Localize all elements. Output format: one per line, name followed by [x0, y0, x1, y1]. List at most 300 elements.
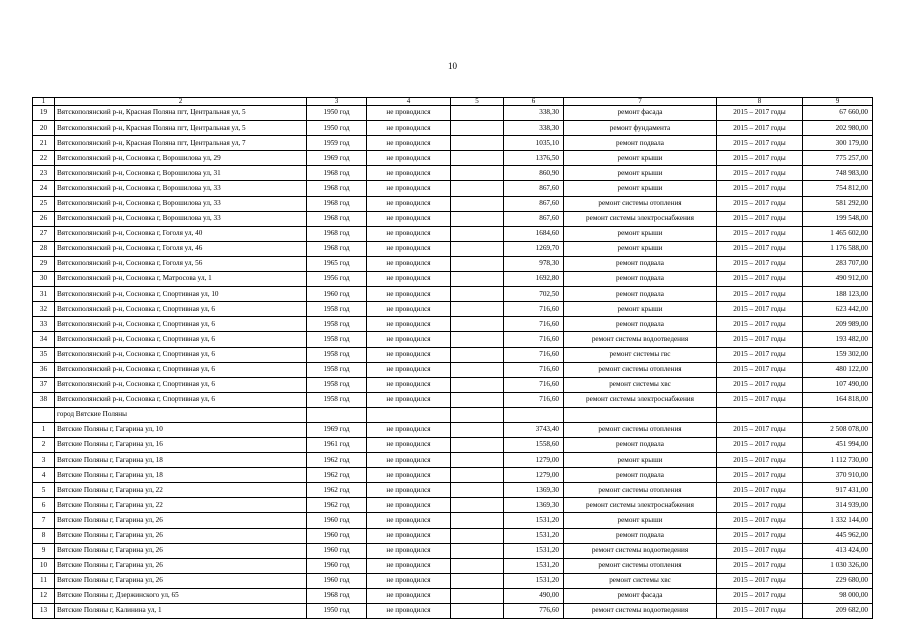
table-row: [33, 332, 873, 347]
last-overhaul-cell: не проводился: [367, 241, 451, 256]
row-number: 36: [33, 362, 55, 377]
row-number: 24: [33, 181, 55, 196]
address-cell: Вятские Поляны г, Гагарина ул, 26: [55, 558, 307, 573]
empty-cell: [451, 422, 504, 437]
area-cell: 716,60: [504, 332, 564, 347]
year-cell: 1968 год: [307, 211, 367, 226]
empty-cell: [451, 377, 504, 392]
empty-cell: [451, 287, 504, 302]
year-cell: 1968 год: [307, 241, 367, 256]
empty-cell: [451, 241, 504, 256]
column-number: 2: [55, 98, 307, 106]
area-cell: 338,30: [504, 121, 564, 136]
work-type-cell: ремонт подвала: [564, 272, 717, 287]
row-number: 6: [33, 498, 55, 513]
cost-cell: 480 122,00: [803, 362, 873, 377]
area-cell: 716,60: [504, 392, 564, 407]
area-cell: 490,00: [504, 588, 564, 603]
area-cell: 716,60: [504, 302, 564, 317]
last-overhaul-cell: не проводился: [367, 528, 451, 543]
cost-cell: 300 179,00: [803, 136, 873, 151]
table-row: [33, 287, 873, 302]
address-cell: Вятскополянский р-н, Сосновка г, Ворошилова ул, 29: [55, 151, 307, 166]
row-number: 12: [33, 588, 55, 603]
year-cell: 1969 год: [307, 422, 367, 437]
empty-cell: [451, 362, 504, 377]
address-cell: Вятскополянский р-н, Сосновка г, Спортивная ул, 6: [55, 377, 307, 392]
table-row: [33, 256, 873, 271]
year-cell: 1960 год: [307, 287, 367, 302]
area-cell: 1376,50: [504, 151, 564, 166]
period-cell: 2015 – 2017 годы: [717, 287, 803, 302]
row-number: 26: [33, 211, 55, 226]
work-type-cell: ремонт подвала: [564, 256, 717, 271]
year-cell: 1958 год: [307, 332, 367, 347]
address-cell: Вятские Поляны г, Гагарина ул, 26: [55, 513, 307, 528]
row-number: 32: [33, 302, 55, 317]
section-row: [33, 407, 873, 422]
row-number: 2: [33, 437, 55, 452]
last-overhaul-cell: не проводился: [367, 181, 451, 196]
empty-cell: [564, 407, 717, 422]
cost-cell: 623 442,00: [803, 302, 873, 317]
period-cell: 2015 – 2017 годы: [717, 604, 803, 619]
table-body: [33, 98, 873, 619]
last-overhaul-cell: не проводился: [367, 362, 451, 377]
period-cell: 2015 – 2017 годы: [717, 166, 803, 181]
cost-cell: 67 660,00: [803, 106, 873, 121]
period-cell: 2015 – 2017 годы: [717, 181, 803, 196]
address-cell: Вятскополянский р-н, Сосновка г, Ворошилова ул, 33: [55, 196, 307, 211]
address-cell: Вятские Поляны г, Гагарина ул, 16: [55, 437, 307, 452]
table-row: [33, 573, 873, 588]
area-cell: 338,30: [504, 106, 564, 121]
period-cell: 2015 – 2017 годы: [717, 317, 803, 332]
period-cell: 2015 – 2017 годы: [717, 196, 803, 211]
table-row: [33, 422, 873, 437]
table-row: [33, 166, 873, 181]
work-type-cell: ремонт системы отопления: [564, 558, 717, 573]
area-cell: 1558,60: [504, 437, 564, 452]
work-type-cell: ремонт системы отопления: [564, 422, 717, 437]
row-number: 19: [33, 106, 55, 121]
period-cell: 2015 – 2017 годы: [717, 151, 803, 166]
work-type-cell: ремонт системы хвс: [564, 573, 717, 588]
period-cell: 2015 – 2017 годы: [717, 121, 803, 136]
year-cell: 1958 год: [307, 362, 367, 377]
section-title: город Вятские Поляны: [55, 407, 307, 422]
empty-cell: [367, 407, 451, 422]
last-overhaul-cell: не проводился: [367, 106, 451, 121]
year-cell: 1958 год: [307, 377, 367, 392]
row-number: 38: [33, 392, 55, 407]
last-overhaul-cell: не проводился: [367, 166, 451, 181]
table-row: [33, 377, 873, 392]
year-cell: 1958 год: [307, 317, 367, 332]
period-cell: 2015 – 2017 годы: [717, 272, 803, 287]
empty-cell: [504, 407, 564, 422]
address-cell: Вятскополянский р-н, Сосновка г, Ворошилова ул, 33: [55, 211, 307, 226]
row-number: 1: [33, 422, 55, 437]
last-overhaul-cell: не проводился: [367, 392, 451, 407]
cost-cell: 445 962,00: [803, 528, 873, 543]
work-type-cell: ремонт системы электроснабжения: [564, 392, 717, 407]
cost-cell: 314 939,00: [803, 498, 873, 513]
last-overhaul-cell: не проводился: [367, 256, 451, 271]
period-cell: 2015 – 2017 годы: [717, 543, 803, 558]
last-overhaul-cell: не проводился: [367, 453, 451, 468]
table-row: [33, 196, 873, 211]
empty-cell: [451, 498, 504, 513]
work-type-cell: ремонт системы водоотведения: [564, 604, 717, 619]
work-type-cell: ремонт системы водоотведения: [564, 332, 717, 347]
period-cell: 2015 – 2017 годы: [717, 347, 803, 362]
year-cell: 1950 год: [307, 106, 367, 121]
cost-cell: 229 680,00: [803, 573, 873, 588]
empty-cell: [451, 453, 504, 468]
address-cell: Вятскополянский р-н, Сосновка г, Гоголя ул, 46: [55, 241, 307, 256]
year-cell: 1960 год: [307, 513, 367, 528]
year-cell: 1968 год: [307, 588, 367, 603]
area-cell: 3743,40: [504, 422, 564, 437]
table-row: [33, 498, 873, 513]
address-cell: Вятскополянский р-н, Сосновка г, Матросова ул, 1: [55, 272, 307, 287]
last-overhaul-cell: не проводился: [367, 422, 451, 437]
cost-cell: 164 818,00: [803, 392, 873, 407]
area-cell: 1692,80: [504, 272, 564, 287]
table-row: [33, 528, 873, 543]
address-cell: Вятскополянский р-н, Сосновка г, Спортивная ул, 6: [55, 332, 307, 347]
year-cell: 1969 год: [307, 151, 367, 166]
table-row: [33, 241, 873, 256]
work-type-cell: ремонт крыши: [564, 181, 717, 196]
work-type-cell: ремонт подвала: [564, 136, 717, 151]
work-type-cell: ремонт системы отопления: [564, 196, 717, 211]
empty-cell: [451, 437, 504, 452]
year-cell: 1962 год: [307, 453, 367, 468]
last-overhaul-cell: не проводился: [367, 287, 451, 302]
work-type-cell: ремонт системы отопления: [564, 362, 717, 377]
period-cell: 2015 – 2017 годы: [717, 256, 803, 271]
table-row: [33, 588, 873, 603]
cost-cell: 1 176 588,00: [803, 241, 873, 256]
cost-cell: 1 112 730,00: [803, 453, 873, 468]
table-row: [33, 558, 873, 573]
period-cell: 2015 – 2017 годы: [717, 437, 803, 452]
empty-cell: [451, 588, 504, 603]
address-cell: Вятские Поляны г, Гагарина ул, 18: [55, 453, 307, 468]
year-cell: 1960 год: [307, 528, 367, 543]
cost-cell: 193 482,00: [803, 332, 873, 347]
empty-cell: [451, 226, 504, 241]
area-cell: 867,60: [504, 211, 564, 226]
work-type-cell: ремонт системы хвс: [564, 377, 717, 392]
cost-cell: 209 989,00: [803, 317, 873, 332]
last-overhaul-cell: не проводился: [367, 302, 451, 317]
work-type-cell: ремонт подвала: [564, 468, 717, 483]
row-number: 25: [33, 196, 55, 211]
last-overhaul-cell: не проводился: [367, 211, 451, 226]
address-cell: Вятские Поляны г, Гагарина ул, 18: [55, 468, 307, 483]
last-overhaul-cell: не проводился: [367, 317, 451, 332]
row-number: 5: [33, 483, 55, 498]
period-cell: 2015 – 2017 годы: [717, 362, 803, 377]
empty-cell: [803, 407, 873, 422]
work-type-cell: ремонт системы гвс: [564, 347, 717, 362]
last-overhaul-cell: не проводился: [367, 573, 451, 588]
address-cell: Вятскополянский р-н, Красная Поляна пгт, Центральная ул, 7: [55, 136, 307, 151]
address-cell: Вятскополянский р-н, Сосновка г, Спортивная ул, 6: [55, 392, 307, 407]
area-cell: 776,60: [504, 604, 564, 619]
last-overhaul-cell: не проводился: [367, 226, 451, 241]
area-cell: 702,50: [504, 287, 564, 302]
empty-cell: [451, 332, 504, 347]
cost-cell: 159 302,00: [803, 347, 873, 362]
work-type-cell: ремонт крыши: [564, 226, 717, 241]
empty-cell: [451, 528, 504, 543]
address-cell: Вятские Поляны г, Гагарина ул, 10: [55, 422, 307, 437]
year-cell: 1956 год: [307, 272, 367, 287]
period-cell: 2015 – 2017 годы: [717, 226, 803, 241]
address-cell: Вятские Поляны г, Гагарина ул, 26: [55, 528, 307, 543]
work-type-cell: ремонт системы отопления: [564, 483, 717, 498]
last-overhaul-cell: не проводился: [367, 588, 451, 603]
column-number: 5: [451, 98, 504, 106]
row-number: 4: [33, 468, 55, 483]
work-type-cell: ремонт крыши: [564, 151, 717, 166]
period-cell: 2015 – 2017 годы: [717, 573, 803, 588]
cost-cell: 202 980,00: [803, 121, 873, 136]
column-number: 7: [564, 98, 717, 106]
table-row: [33, 106, 873, 121]
year-cell: 1962 год: [307, 468, 367, 483]
cost-cell: 775 257,00: [803, 151, 873, 166]
empty-cell: [451, 543, 504, 558]
empty-cell: [451, 483, 504, 498]
page-number: 10: [448, 61, 457, 71]
year-cell: 1950 год: [307, 121, 367, 136]
empty-cell: [451, 151, 504, 166]
year-cell: 1960 год: [307, 558, 367, 573]
work-type-cell: ремонт фасада: [564, 106, 717, 121]
last-overhaul-cell: не проводился: [367, 604, 451, 619]
row-number: 3: [33, 453, 55, 468]
period-cell: 2015 – 2017 годы: [717, 241, 803, 256]
year-cell: 1961 год: [307, 437, 367, 452]
area-cell: 1684,60: [504, 226, 564, 241]
area-cell: 716,60: [504, 377, 564, 392]
address-cell: Вятские Поляны г, Дзержинского ул, 65: [55, 588, 307, 603]
period-cell: 2015 – 2017 годы: [717, 453, 803, 468]
empty-cell: [451, 513, 504, 528]
address-cell: Вятские Поляны г, Гагарина ул, 22: [55, 498, 307, 513]
period-cell: 2015 – 2017 годы: [717, 211, 803, 226]
empty-cell: [451, 407, 504, 422]
table-row: [33, 362, 873, 377]
empty-cell: [451, 272, 504, 287]
table-row: [33, 437, 873, 452]
last-overhaul-cell: не проводился: [367, 558, 451, 573]
table-row: [33, 226, 873, 241]
empty-cell: [451, 211, 504, 226]
year-cell: 1950 год: [307, 604, 367, 619]
table-row: [33, 317, 873, 332]
address-cell: Вятскополянский р-н, Сосновка г, Спортивная ул, 10: [55, 287, 307, 302]
area-cell: 1369,30: [504, 498, 564, 513]
empty-cell: [717, 407, 803, 422]
address-cell: Вятскополянский р-н, Красная Поляна пгт, Центральная ул, 5: [55, 106, 307, 121]
cost-cell: 754 812,00: [803, 181, 873, 196]
address-cell: Вятскополянский р-н, Сосновка г, Спортивная ул, 6: [55, 317, 307, 332]
empty-cell: [451, 347, 504, 362]
address-cell: Вятскополянский р-н, Сосновка г, Спортивная ул, 6: [55, 347, 307, 362]
empty-cell: [451, 392, 504, 407]
column-number: 9: [803, 98, 873, 106]
row-number: 10: [33, 558, 55, 573]
address-cell: Вятскополянский р-н, Сосновка г, Ворошилова ул, 33: [55, 181, 307, 196]
area-cell: 867,60: [504, 181, 564, 196]
cost-cell: 98 000,00: [803, 588, 873, 603]
year-cell: 1960 год: [307, 573, 367, 588]
cost-cell: 748 983,00: [803, 166, 873, 181]
empty-cell: [451, 302, 504, 317]
work-type-cell: ремонт крыши: [564, 166, 717, 181]
empty-cell: [451, 106, 504, 121]
address-cell: Вятские Поляны г, Гагарина ул, 26: [55, 543, 307, 558]
area-cell: 1531,20: [504, 528, 564, 543]
period-cell: 2015 – 2017 годы: [717, 377, 803, 392]
period-cell: 2015 – 2017 годы: [717, 513, 803, 528]
last-overhaul-cell: не проводился: [367, 377, 451, 392]
last-overhaul-cell: не проводился: [367, 498, 451, 513]
cost-cell: 490 912,00: [803, 272, 873, 287]
work-type-cell: ремонт фасада: [564, 588, 717, 603]
row-number: 31: [33, 287, 55, 302]
work-type-cell: ремонт фундамента: [564, 121, 717, 136]
row-number: 23: [33, 166, 55, 181]
column-number: 4: [367, 98, 451, 106]
table-row: [33, 151, 873, 166]
row-number: 9: [33, 543, 55, 558]
row-number: 11: [33, 573, 55, 588]
work-type-cell: ремонт системы водоотведения: [564, 543, 717, 558]
period-cell: 2015 – 2017 годы: [717, 332, 803, 347]
empty-cell: [451, 181, 504, 196]
address-cell: Вятскополянский р-н, Сосновка г, Спортивная ул, 6: [55, 362, 307, 377]
table-row: [33, 483, 873, 498]
empty-cell: [33, 407, 55, 422]
last-overhaul-cell: не проводился: [367, 543, 451, 558]
period-cell: 2015 – 2017 годы: [717, 136, 803, 151]
cost-cell: 283 707,00: [803, 256, 873, 271]
area-cell: 1369,30: [504, 483, 564, 498]
year-cell: 1958 год: [307, 302, 367, 317]
year-cell: 1962 год: [307, 483, 367, 498]
year-cell: 1968 год: [307, 196, 367, 211]
last-overhaul-cell: не проводился: [367, 347, 451, 362]
last-overhaul-cell: не проводился: [367, 332, 451, 347]
empty-cell: [451, 573, 504, 588]
last-overhaul-cell: не проводился: [367, 437, 451, 452]
cost-cell: 581 292,00: [803, 196, 873, 211]
area-cell: 1531,20: [504, 513, 564, 528]
row-number: 34: [33, 332, 55, 347]
area-cell: 1279,00: [504, 468, 564, 483]
last-overhaul-cell: не проводился: [367, 136, 451, 151]
row-number: 21: [33, 136, 55, 151]
area-cell: 1531,20: [504, 558, 564, 573]
empty-cell: [451, 317, 504, 332]
work-type-cell: ремонт системы электроснабжения: [564, 211, 717, 226]
row-number: 37: [33, 377, 55, 392]
cost-cell: 1 465 602,00: [803, 226, 873, 241]
work-type-cell: ремонт подвала: [564, 317, 717, 332]
year-cell: 1968 год: [307, 166, 367, 181]
work-type-cell: ремонт крыши: [564, 302, 717, 317]
period-cell: 2015 – 2017 годы: [717, 498, 803, 513]
area-cell: 1035,10: [504, 136, 564, 151]
empty-cell: [451, 468, 504, 483]
empty-cell: [451, 166, 504, 181]
empty-cell: [307, 407, 367, 422]
work-type-cell: ремонт подвала: [564, 437, 717, 452]
last-overhaul-cell: не проводился: [367, 196, 451, 211]
row-number: 29: [33, 256, 55, 271]
column-number: 1: [33, 98, 55, 106]
address-cell: Вятские Поляны г, Калинина ул, 1: [55, 604, 307, 619]
address-cell: Вятскополянский р-н, Красная Поляна пгт, Центральная ул, 5: [55, 121, 307, 136]
cost-cell: 1 332 144,00: [803, 513, 873, 528]
last-overhaul-cell: не проводился: [367, 468, 451, 483]
row-number: 13: [33, 604, 55, 619]
year-cell: 1958 год: [307, 347, 367, 362]
last-overhaul-cell: не проводился: [367, 121, 451, 136]
table-row: [33, 121, 873, 136]
table-row: [33, 302, 873, 317]
table-row: [33, 181, 873, 196]
period-cell: 2015 – 2017 годы: [717, 106, 803, 121]
period-cell: 2015 – 2017 годы: [717, 392, 803, 407]
empty-cell: [451, 196, 504, 211]
cost-cell: 188 123,00: [803, 287, 873, 302]
table-row: [33, 347, 873, 362]
work-type-cell: ремонт подвала: [564, 287, 717, 302]
period-cell: 2015 – 2017 годы: [717, 558, 803, 573]
cost-cell: 209 682,00: [803, 604, 873, 619]
year-cell: 1965 год: [307, 256, 367, 271]
area-cell: 867,60: [504, 196, 564, 211]
period-cell: 2015 – 2017 годы: [717, 588, 803, 603]
table-row: [33, 513, 873, 528]
table-row: [33, 453, 873, 468]
row-number: 33: [33, 317, 55, 332]
column-number: 8: [717, 98, 803, 106]
area-cell: 1269,70: [504, 241, 564, 256]
table-row: [33, 136, 873, 151]
empty-cell: [451, 558, 504, 573]
area-cell: 860,90: [504, 166, 564, 181]
empty-cell: [451, 121, 504, 136]
address-cell: Вятскополянский р-н, Сосновка г, Ворошилова ул, 31: [55, 166, 307, 181]
empty-cell: [451, 604, 504, 619]
row-number: 27: [33, 226, 55, 241]
row-number: 28: [33, 241, 55, 256]
work-type-cell: ремонт подвала: [564, 528, 717, 543]
work-type-cell: ремонт крыши: [564, 241, 717, 256]
row-number: 7: [33, 513, 55, 528]
work-type-cell: ремонт системы электроснабжения: [564, 498, 717, 513]
last-overhaul-cell: не проводился: [367, 483, 451, 498]
